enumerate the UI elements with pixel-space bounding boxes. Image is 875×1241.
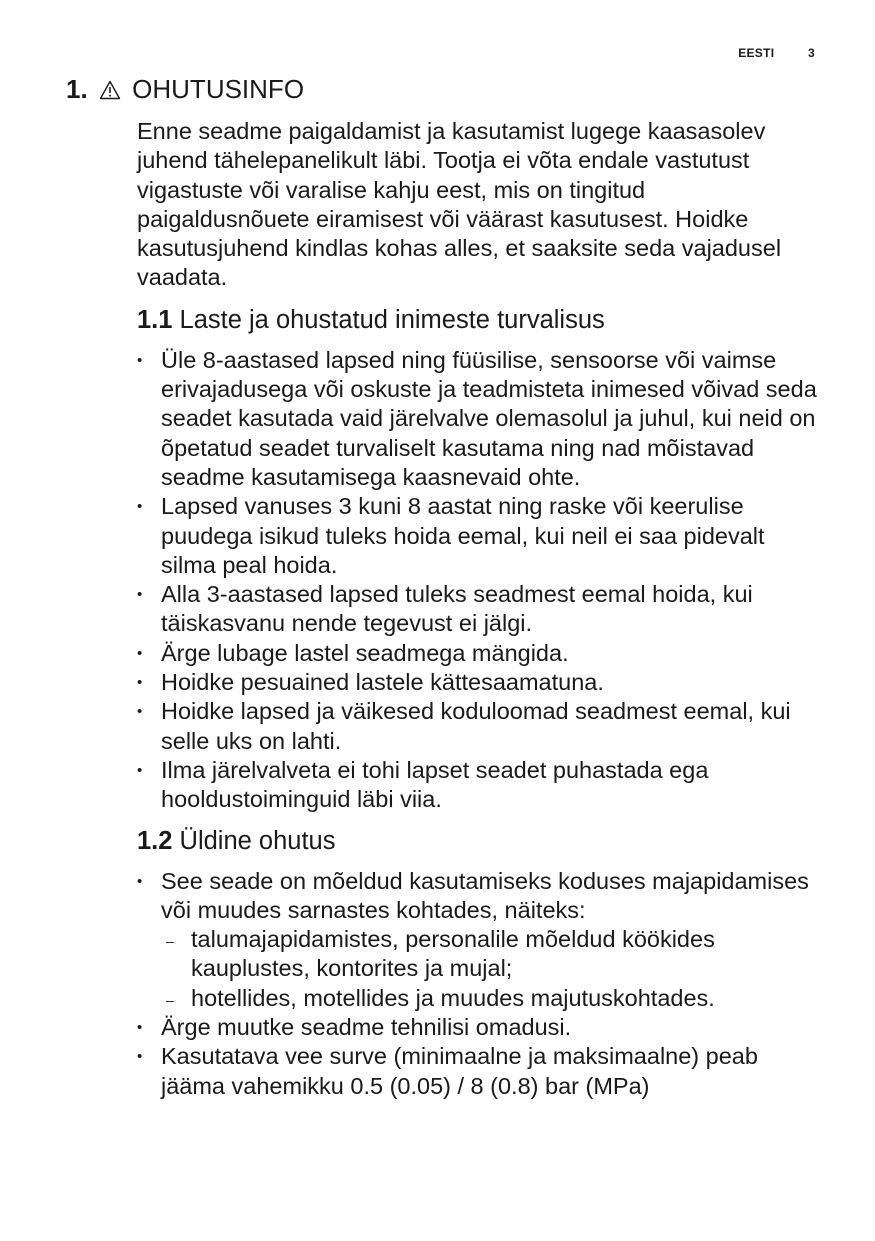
list-item: [137, 867, 817, 1013]
subsection-heading-1-2: [137, 825, 817, 857]
intro-paragraph: Enne seadme paigaldamist ja kasutamist lugege kaasasolev juhend tähelepanelikult läbi. Tootja ei võta endale vastutust vigastuste või varalise kahju eest, mis on tingitud paigaldusnõuete eiramisest või väärast kasutusest. Hoidke kasutusjuhend kindlas kohas alles, et saaksite seda vajadusel vaadata.: [137, 118, 782, 291]
list-item: • Ärge muutke seadme tehnilisi omadusi.: [137, 1013, 817, 1042]
page-number: 3: [808, 46, 815, 60]
page-header: [738, 46, 815, 60]
page-content: [137, 117, 817, 1111]
list-item: • Üle 8-aastased lapsed ning füüsilise, sensoorse või vaimse erivajadusega või oskuste ja teadmisteta inimesed võivad seda seadet kasutada vaid järelvalve olemasolul ja juhul, kui neid on õpetatud seadet turvaliselt kasutama ning nad mõistavad seadme kasutamisega kaasnevaid ohte.: [137, 346, 817, 492]
subsection-title: Üldine ohutus: [179, 826, 336, 855]
warning-triangle-icon: [99, 80, 121, 100]
list-item: • Hoidke lapsed ja väikesed koduloomad seadmest eemal, kui selle uks on lahti.: [137, 697, 817, 756]
sub-list-item: – hotellides, motellides ja muudes majutuskohtades.: [161, 984, 817, 1013]
subsection-title: Laste ja ohustatud inimeste turvalisus: [179, 305, 605, 334]
list-item: • Kasutatava vee surve (minimaalne ja maksimaalne) peab jääma vahemikku 0.5 (0.05) / 8 (0.8) bar (MPa): [137, 1042, 817, 1101]
list-item-text: See seade on mõeldud kasutamiseks koduses majapidamises või muudes sarnastes kohtades, näiteks:: [161, 867, 809, 923]
subsection-number: 1.1: [137, 305, 173, 334]
sub-list-item: – talumajapidamistes, personalile mõeldud köökides kauplustes, kontorites ja mujal;: [161, 925, 817, 984]
sub-list: [161, 925, 817, 1013]
language-label: EESTI: [738, 46, 775, 60]
list-item: • Lapsed vanuses 3 kuni 8 aastat ning raske või keerulise puudega isikud tuleks hoida eemal, kui neil ei saa pidevalt silma peal hoida.: [137, 492, 817, 580]
list-item: • Ilma järelvalveta ei tohi lapset seadet puhastada ega hooldustoiminguid läbi viia.: [137, 756, 817, 815]
list-item: • Alla 3-aastased lapsed tuleks seadmest eemal hoida, kui täiskasvanu nende tegevust ei jälgi.: [137, 580, 817, 639]
list-item: • Ärge lubage lastel seadmega mängida.: [137, 639, 817, 668]
section-title: OHUTUSINFO: [132, 74, 305, 104]
child-safety-list: [137, 346, 817, 815]
subsection-number: 1.2: [137, 826, 173, 855]
section-heading: [66, 72, 304, 106]
general-safety-list: [137, 867, 817, 1101]
list-item: • Hoidke pesuained lastele kättesaamatuna.: [137, 668, 817, 697]
section-number: 1.: [66, 74, 88, 104]
subsection-heading-1-1: [137, 304, 817, 336]
